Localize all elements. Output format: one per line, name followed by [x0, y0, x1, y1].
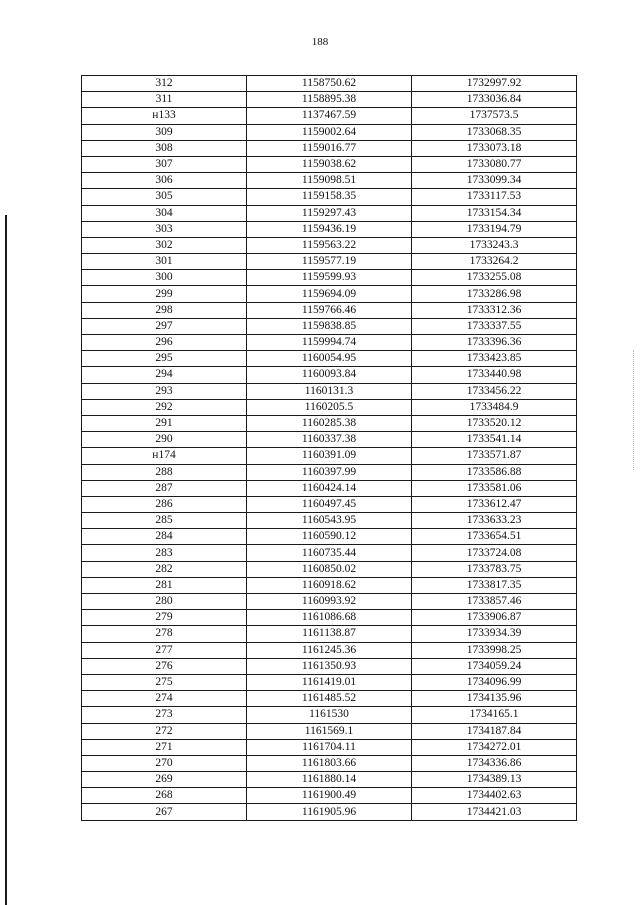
- point-number-cell: н174: [82, 448, 247, 464]
- x-coordinate-cell: 1159098.51: [247, 173, 412, 189]
- scan-artifact-dots: [633, 350, 634, 470]
- x-coordinate-cell: 1159016.77: [247, 140, 412, 156]
- table-row: [82, 707, 577, 723]
- y-coordinate-cell: 1733541.14: [412, 432, 577, 448]
- point-number-cell: 280: [82, 594, 247, 610]
- point-number-cell: 300: [82, 270, 247, 286]
- x-coordinate-cell: 1159838.85: [247, 318, 412, 334]
- x-coordinate-cell: 1158750.62: [247, 76, 412, 92]
- point-number-cell: 290: [82, 432, 247, 448]
- y-coordinate-cell: 1734187.84: [412, 723, 577, 739]
- table-row: [82, 626, 577, 642]
- y-coordinate-cell: 1734135.96: [412, 691, 577, 707]
- y-coordinate-cell: 1733080.77: [412, 156, 577, 172]
- x-coordinate-cell: 1159563.22: [247, 237, 412, 253]
- table-row: [82, 788, 577, 804]
- table-row: [82, 674, 577, 690]
- point-number-cell: 296: [82, 335, 247, 351]
- point-number-cell: 303: [82, 221, 247, 237]
- point-number-cell: 279: [82, 610, 247, 626]
- table-row: [82, 351, 577, 367]
- x-coordinate-cell: 1160993.92: [247, 594, 412, 610]
- x-coordinate-cell: 1160054.95: [247, 351, 412, 367]
- y-coordinate-cell: 1733036.84: [412, 92, 577, 108]
- table-row: [82, 594, 577, 610]
- x-coordinate-cell: 1158895.38: [247, 92, 412, 108]
- table-row: [82, 496, 577, 512]
- table-row: [82, 237, 577, 253]
- table-row: [82, 739, 577, 755]
- table-row: [82, 189, 577, 205]
- point-number-cell: 273: [82, 707, 247, 723]
- x-coordinate-cell: 1161704.11: [247, 739, 412, 755]
- x-coordinate-cell: 1161530: [247, 707, 412, 723]
- y-coordinate-cell: 1733337.55: [412, 318, 577, 334]
- point-number-cell: 299: [82, 286, 247, 302]
- x-coordinate-cell: 1161880.14: [247, 772, 412, 788]
- point-number-cell: 302: [82, 237, 247, 253]
- table-row: [82, 545, 577, 561]
- y-coordinate-cell: 1734059.24: [412, 658, 577, 674]
- table-row: [82, 513, 577, 529]
- y-coordinate-cell: 1733857.46: [412, 594, 577, 610]
- table-row: [82, 318, 577, 334]
- point-number-cell: 287: [82, 480, 247, 496]
- x-coordinate-cell: 1160205.5: [247, 399, 412, 415]
- point-number-cell: 297: [82, 318, 247, 334]
- point-number-cell: 271: [82, 739, 247, 755]
- x-coordinate-cell: 1161569.1: [247, 723, 412, 739]
- point-number-cell: 306: [82, 173, 247, 189]
- point-number-cell: 291: [82, 415, 247, 431]
- x-coordinate-cell: 1161419.01: [247, 674, 412, 690]
- x-coordinate-cell: 1159766.46: [247, 302, 412, 318]
- point-number-cell: 276: [82, 658, 247, 674]
- x-coordinate-cell: 1160543.95: [247, 513, 412, 529]
- point-number-cell: 269: [82, 772, 247, 788]
- table-row: [82, 140, 577, 156]
- y-coordinate-cell: 1734402.63: [412, 788, 577, 804]
- point-number-cell: 301: [82, 254, 247, 270]
- point-number-cell: 311: [82, 92, 247, 108]
- x-coordinate-cell: 1160397.99: [247, 464, 412, 480]
- y-coordinate-cell: 1733286.98: [412, 286, 577, 302]
- x-coordinate-cell: 1160918.62: [247, 577, 412, 593]
- table-row: [82, 755, 577, 771]
- x-coordinate-cell: 1159994.74: [247, 335, 412, 351]
- y-coordinate-cell: 1733423.85: [412, 351, 577, 367]
- table-row: [82, 723, 577, 739]
- y-coordinate-cell: 1733154.34: [412, 205, 577, 221]
- y-coordinate-cell: 1733264.2: [412, 254, 577, 270]
- table-row: [82, 772, 577, 788]
- y-coordinate-cell: 1734421.03: [412, 804, 577, 820]
- y-coordinate-cell: 1734336.86: [412, 755, 577, 771]
- table-row: [82, 642, 577, 658]
- x-coordinate-cell: 1159599.93: [247, 270, 412, 286]
- point-number-cell: 298: [82, 302, 247, 318]
- point-number-cell: 285: [82, 513, 247, 529]
- page-number: 188: [311, 36, 329, 48]
- y-coordinate-cell: 1733312.36: [412, 302, 577, 318]
- y-coordinate-cell: 1734272.01: [412, 739, 577, 755]
- y-coordinate-cell: 1733068.35: [412, 124, 577, 140]
- x-coordinate-cell: 1160131.3: [247, 383, 412, 399]
- point-number-cell: 272: [82, 723, 247, 739]
- table-row: [82, 335, 577, 351]
- point-number-cell: 288: [82, 464, 247, 480]
- point-number-cell: 308: [82, 140, 247, 156]
- x-coordinate-cell: 1159038.62: [247, 156, 412, 172]
- x-coordinate-cell: 1160285.38: [247, 415, 412, 431]
- y-coordinate-cell: 1733194.79: [412, 221, 577, 237]
- point-number-cell: 309: [82, 124, 247, 140]
- point-number-cell: 294: [82, 367, 247, 383]
- x-coordinate-cell: 1161350.93: [247, 658, 412, 674]
- y-coordinate-cell: 1732997.92: [412, 76, 577, 92]
- table-row: [82, 108, 577, 124]
- x-coordinate-cell: 1161803.66: [247, 755, 412, 771]
- point-number-cell: н133: [82, 108, 247, 124]
- x-coordinate-cell: 1159158.35: [247, 189, 412, 205]
- table-row: [82, 448, 577, 464]
- y-coordinate-cell: 1733906.87: [412, 610, 577, 626]
- x-coordinate-cell: 1160850.02: [247, 561, 412, 577]
- point-number-cell: 283: [82, 545, 247, 561]
- point-number-cell: 286: [82, 496, 247, 512]
- x-coordinate-cell: 1161245.36: [247, 642, 412, 658]
- table-row: [82, 577, 577, 593]
- x-coordinate-cell: 1161086.68: [247, 610, 412, 626]
- table-row: [82, 124, 577, 140]
- y-coordinate-cell: 1733633.23: [412, 513, 577, 529]
- table-row: [82, 399, 577, 415]
- point-number-cell: 267: [82, 804, 247, 820]
- x-coordinate-cell: 1160735.44: [247, 545, 412, 561]
- table-row: [82, 156, 577, 172]
- table-row: [82, 561, 577, 577]
- x-coordinate-cell: 1160424.14: [247, 480, 412, 496]
- point-number-cell: 312: [82, 76, 247, 92]
- y-coordinate-cell: 1733783.75: [412, 561, 577, 577]
- x-coordinate-cell: 1159297.43: [247, 205, 412, 221]
- x-coordinate-cell: 1159577.19: [247, 254, 412, 270]
- point-number-cell: 282: [82, 561, 247, 577]
- point-number-cell: 268: [82, 788, 247, 804]
- table-row: [82, 173, 577, 189]
- y-coordinate-cell: 1733586.88: [412, 464, 577, 480]
- table-row: [82, 415, 577, 431]
- table-row: [82, 286, 577, 302]
- point-number-cell: 307: [82, 156, 247, 172]
- point-number-cell: 295: [82, 351, 247, 367]
- table-row: [82, 270, 577, 286]
- x-coordinate-cell: 1161138.87: [247, 626, 412, 642]
- y-coordinate-cell: 1733571.87: [412, 448, 577, 464]
- binding-margin-line: [5, 215, 7, 905]
- y-coordinate-cell: 1733612.47: [412, 496, 577, 512]
- point-number-cell: 270: [82, 755, 247, 771]
- x-coordinate-cell: 1159694.09: [247, 286, 412, 302]
- x-coordinate-cell: 1137467.59: [247, 108, 412, 124]
- y-coordinate-cell: 1733484.9: [412, 399, 577, 415]
- point-number-cell: 277: [82, 642, 247, 658]
- table-row: [82, 691, 577, 707]
- y-coordinate-cell: 1733998.25: [412, 642, 577, 658]
- x-coordinate-cell: 1161900.49: [247, 788, 412, 804]
- table-row: [82, 432, 577, 448]
- y-coordinate-cell: 1737573.5: [412, 108, 577, 124]
- table-row: [82, 464, 577, 480]
- coordinates-table-body: [82, 76, 577, 821]
- table-row: [82, 804, 577, 820]
- y-coordinate-cell: 1733396.36: [412, 335, 577, 351]
- point-number-cell: 293: [82, 383, 247, 399]
- table-row: [82, 205, 577, 221]
- x-coordinate-cell: 1161905.96: [247, 804, 412, 820]
- x-coordinate-cell: 1160497.45: [247, 496, 412, 512]
- x-coordinate-cell: 1159002.64: [247, 124, 412, 140]
- y-coordinate-cell: 1734389.13: [412, 772, 577, 788]
- y-coordinate-cell: 1733817.35: [412, 577, 577, 593]
- point-number-cell: 275: [82, 674, 247, 690]
- table-row: [82, 76, 577, 92]
- point-number-cell: 278: [82, 626, 247, 642]
- y-coordinate-cell: 1733581.06: [412, 480, 577, 496]
- x-coordinate-cell: 1160337.38: [247, 432, 412, 448]
- x-coordinate-cell: 1161485.52: [247, 691, 412, 707]
- point-number-cell: 305: [82, 189, 247, 205]
- point-number-cell: 281: [82, 577, 247, 593]
- x-coordinate-cell: 1159436.19: [247, 221, 412, 237]
- y-coordinate-cell: 1734165.1: [412, 707, 577, 723]
- point-number-cell: 304: [82, 205, 247, 221]
- point-number-cell: 292: [82, 399, 247, 415]
- table-row: [82, 302, 577, 318]
- table-row: [82, 480, 577, 496]
- y-coordinate-cell: 1733724.08: [412, 545, 577, 561]
- y-coordinate-cell: 1733654.51: [412, 529, 577, 545]
- table-row: [82, 221, 577, 237]
- y-coordinate-cell: 1733117.53: [412, 189, 577, 205]
- table-row: [82, 658, 577, 674]
- table-row: [82, 529, 577, 545]
- x-coordinate-cell: 1160391.09: [247, 448, 412, 464]
- y-coordinate-cell: 1733099.34: [412, 173, 577, 189]
- y-coordinate-cell: 1733243.3: [412, 237, 577, 253]
- x-coordinate-cell: 1160093.84: [247, 367, 412, 383]
- point-number-cell: 274: [82, 691, 247, 707]
- table-row: [82, 254, 577, 270]
- y-coordinate-cell: 1733440.98: [412, 367, 577, 383]
- y-coordinate-cell: 1733073.18: [412, 140, 577, 156]
- y-coordinate-cell: 1734096.99: [412, 674, 577, 690]
- point-number-cell: 284: [82, 529, 247, 545]
- y-coordinate-cell: 1733934.39: [412, 626, 577, 642]
- coordinates-table: [81, 75, 577, 821]
- y-coordinate-cell: 1733255.08: [412, 270, 577, 286]
- table-row: [82, 92, 577, 108]
- x-coordinate-cell: 1160590.12: [247, 529, 412, 545]
- table-row: [82, 610, 577, 626]
- y-coordinate-cell: 1733520.12: [412, 415, 577, 431]
- y-coordinate-cell: 1733456.22: [412, 383, 577, 399]
- table-row: [82, 383, 577, 399]
- table-row: [82, 367, 577, 383]
